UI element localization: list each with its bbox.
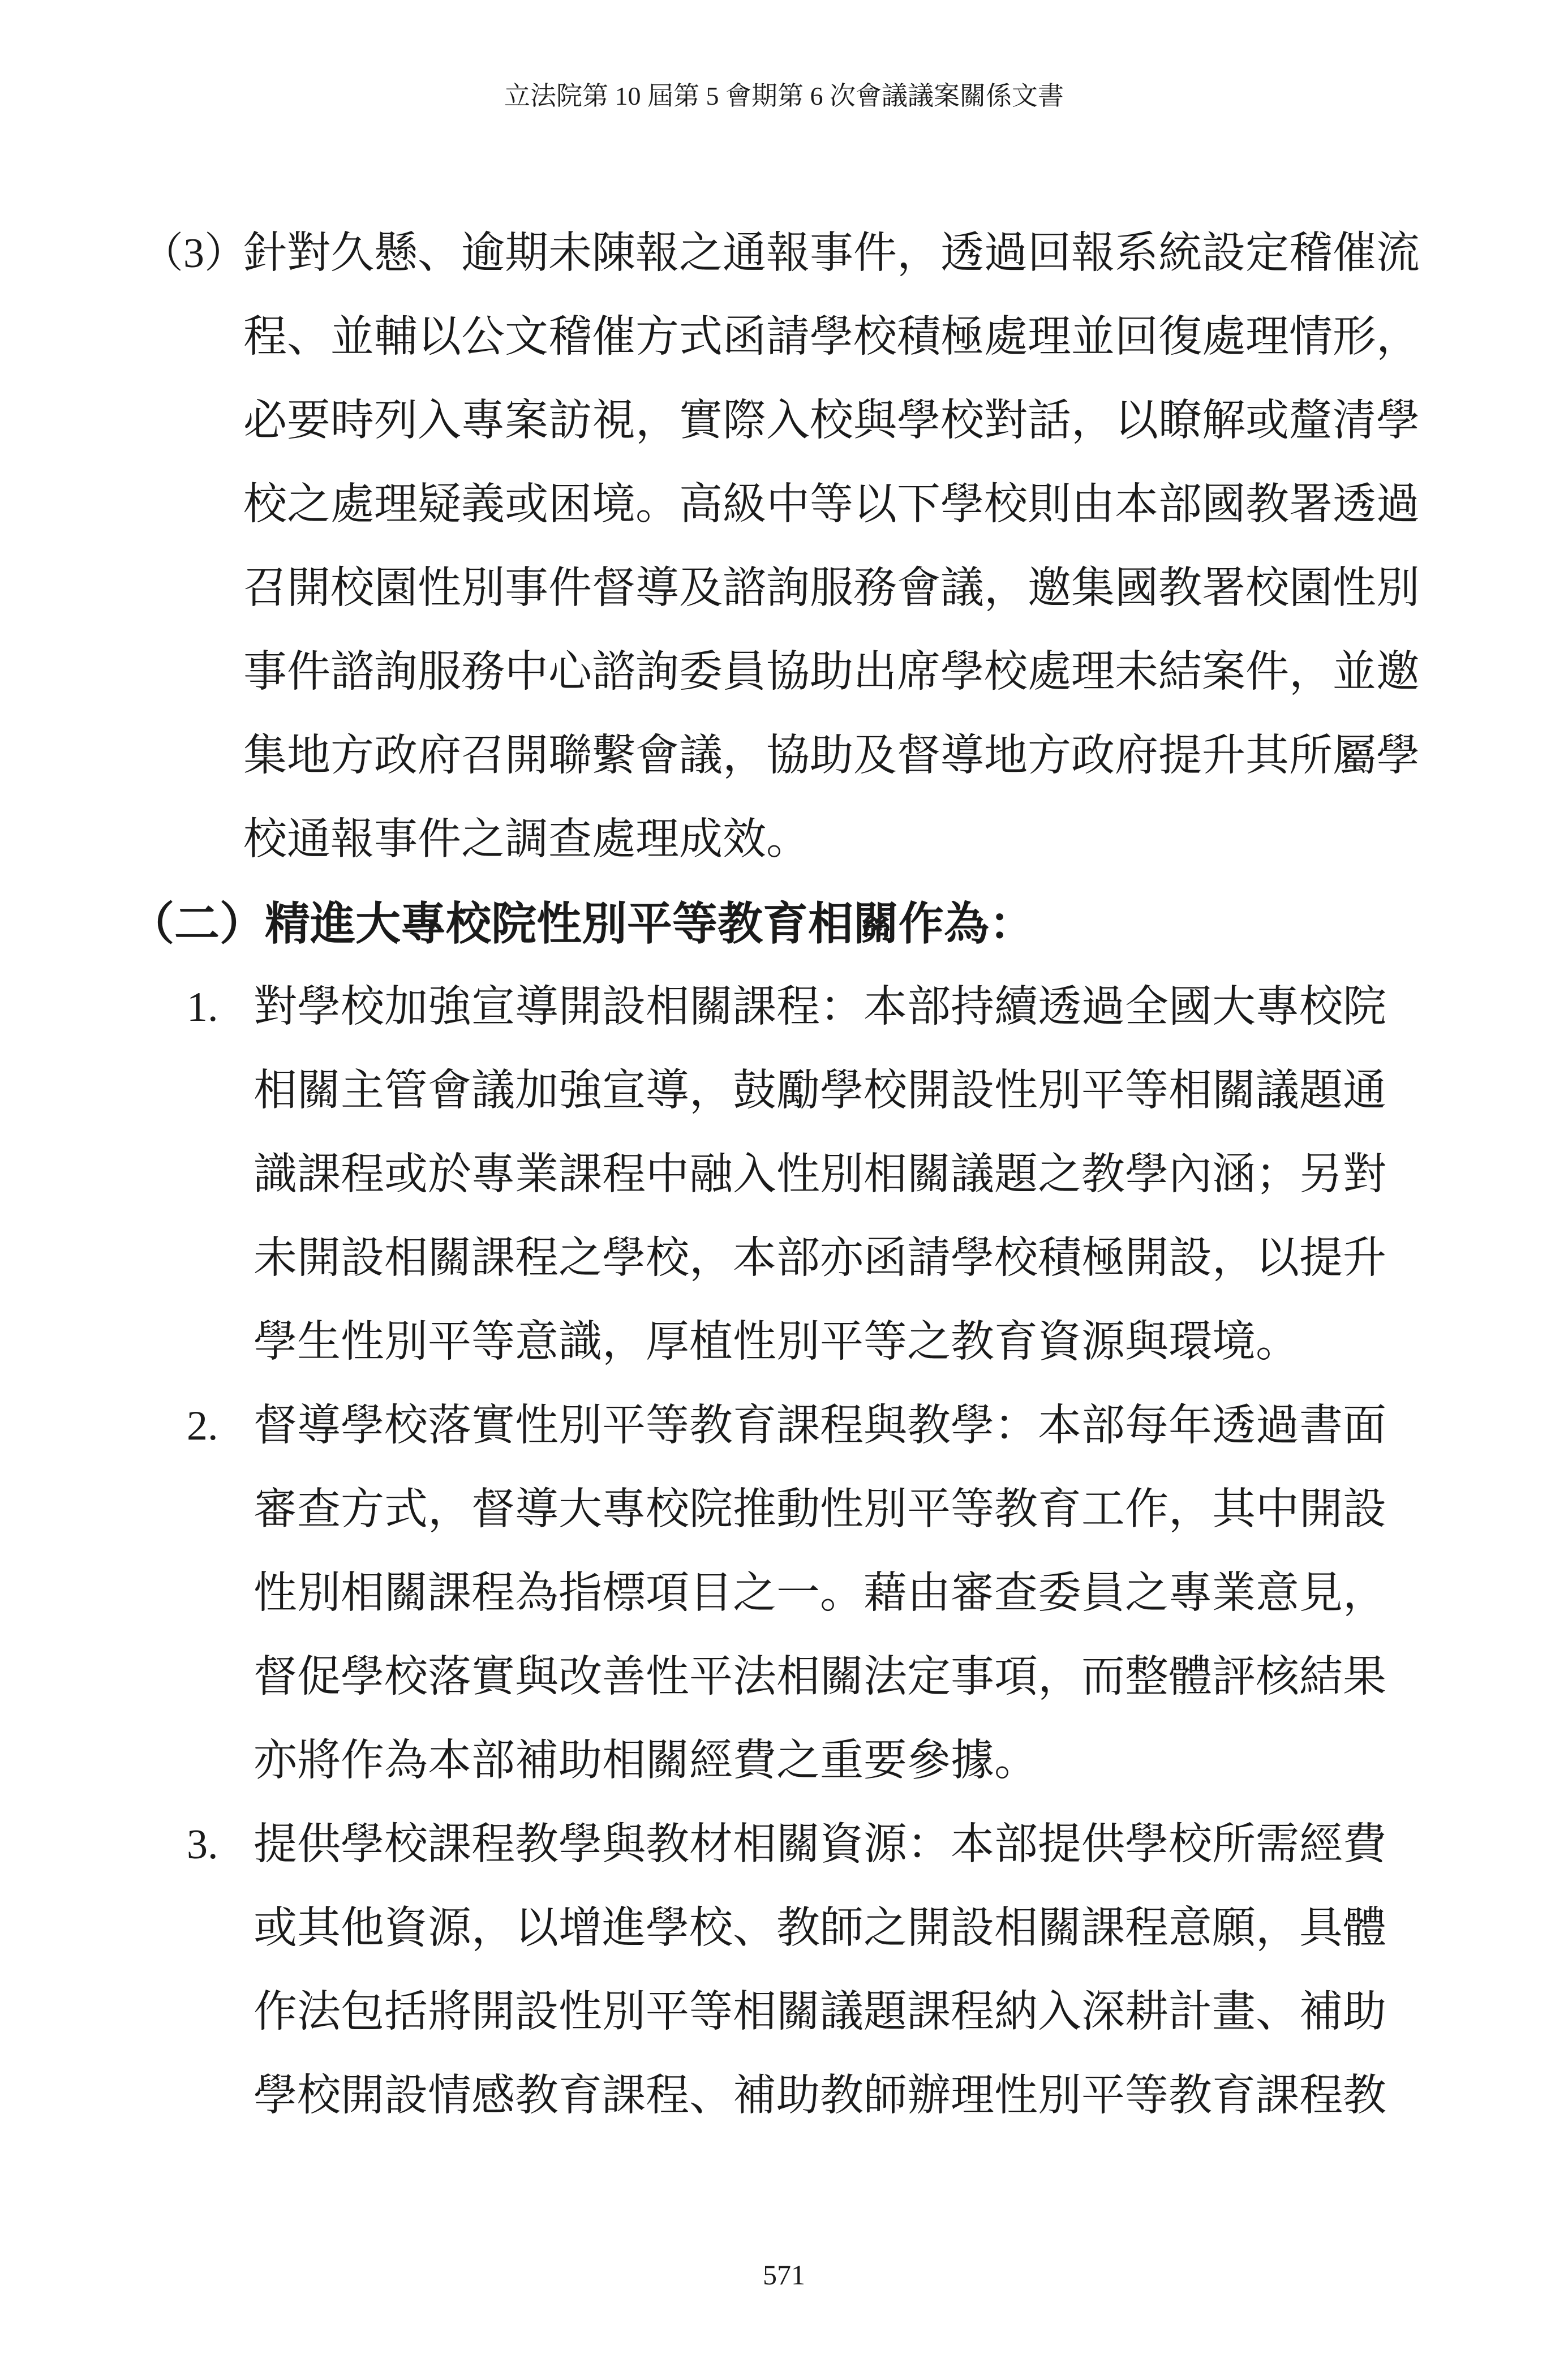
item-2-line: 督促學校落實與改善性平法相關法定事項，而整體評核結果 <box>254 1652 1386 1702</box>
item-2-line: 性別相關課程為指標項目之一。藉由審查委員之專業意見， <box>254 1568 1386 1618</box>
item-2-line: 亦將作為本部補助相關經費之重要參據。 <box>254 1735 1038 1786</box>
item-3-line: 校通報事件之調查處理成效。 <box>243 814 810 865</box>
item-1-line: 學生性別平等意識，厚植性別平等之教育資源與環境。 <box>254 1317 1299 1367</box>
item-1-line: 相關主管會議加強宣導，鼓勵學校開設性別平等相關議題通 <box>254 1066 1386 1116</box>
item-3-line: 集地方政府召開聯繫會議，協助及督導地方政府提升其所屬學 <box>243 731 1420 781</box>
item-2-line: 審查方式，督導大專校院推動性別平等教育工作，其中開設 <box>254 1484 1386 1535</box>
item-3-numbered-line: 提供學校課程教學與教材相關資源：本部提供學校所需經費 <box>254 1819 1386 1870</box>
item-3-line: 事件諮詢服務中心諮詢委員協助出席學校處理未結案件，並邀 <box>243 647 1420 697</box>
document-header: 立法院第 10 屆第 5 會期第 6 次會議議案關係文書 <box>504 81 1064 110</box>
page-number: 571 <box>763 2259 805 2291</box>
item-3-numbered: 3. <box>187 1822 218 1868</box>
item-3-number: （3） <box>141 230 246 277</box>
item-3-numbered-line: 學校開設情感教育課程、補助教師辦理性別平等教育課程教 <box>254 2070 1386 2121</box>
item-1-line: 未開設相關課程之學校，本部亦函請學校積極開設，以提升 <box>254 1233 1386 1283</box>
section-2-heading: （二）精進大專校院性別平等教育相關作為： <box>129 897 1034 950</box>
item-2-line: 督導學校落實性別平等教育課程與教學：本部每年透過書面 <box>254 1401 1386 1451</box>
item-3-numbered-line: 作法包括將開設性別平等相關議題課程納入深耕計畫、補助 <box>254 1987 1386 2037</box>
item-1-line: 識課程或於專業課程中融入性別相關議題之教學內涵；另對 <box>254 1149 1386 1200</box>
item-2-number: 2. <box>187 1403 218 1449</box>
item-3-line: 召開校園性別事件督導及諮詢服務會議，邀集國教署校園性別 <box>243 563 1420 613</box>
item-1-line: 對學校加強宣導開設相關課程：本部持續透過全國大專校院 <box>254 982 1386 1032</box>
item-3-line: 必要時列入專案訪視，實際入校與學校對話，以瞭解或釐清學 <box>243 396 1420 446</box>
item-3-line: 程、並輔以公文稽催方式函請學校積極處理並回復處理情形， <box>243 312 1420 362</box>
item-3-numbered-line: 或其他資源，以增進學校、教師之開設相關課程意願，具體 <box>254 1903 1386 1953</box>
item-1-number: 1. <box>187 984 218 1030</box>
item-3-line: 校之處理疑義或困境。高級中等以下學校則由本部國教署透過 <box>243 479 1420 530</box>
item-3-line: 針對久懸、逾期未陳報之通報事件，透過回報系統設定稽催流 <box>243 228 1420 278</box>
